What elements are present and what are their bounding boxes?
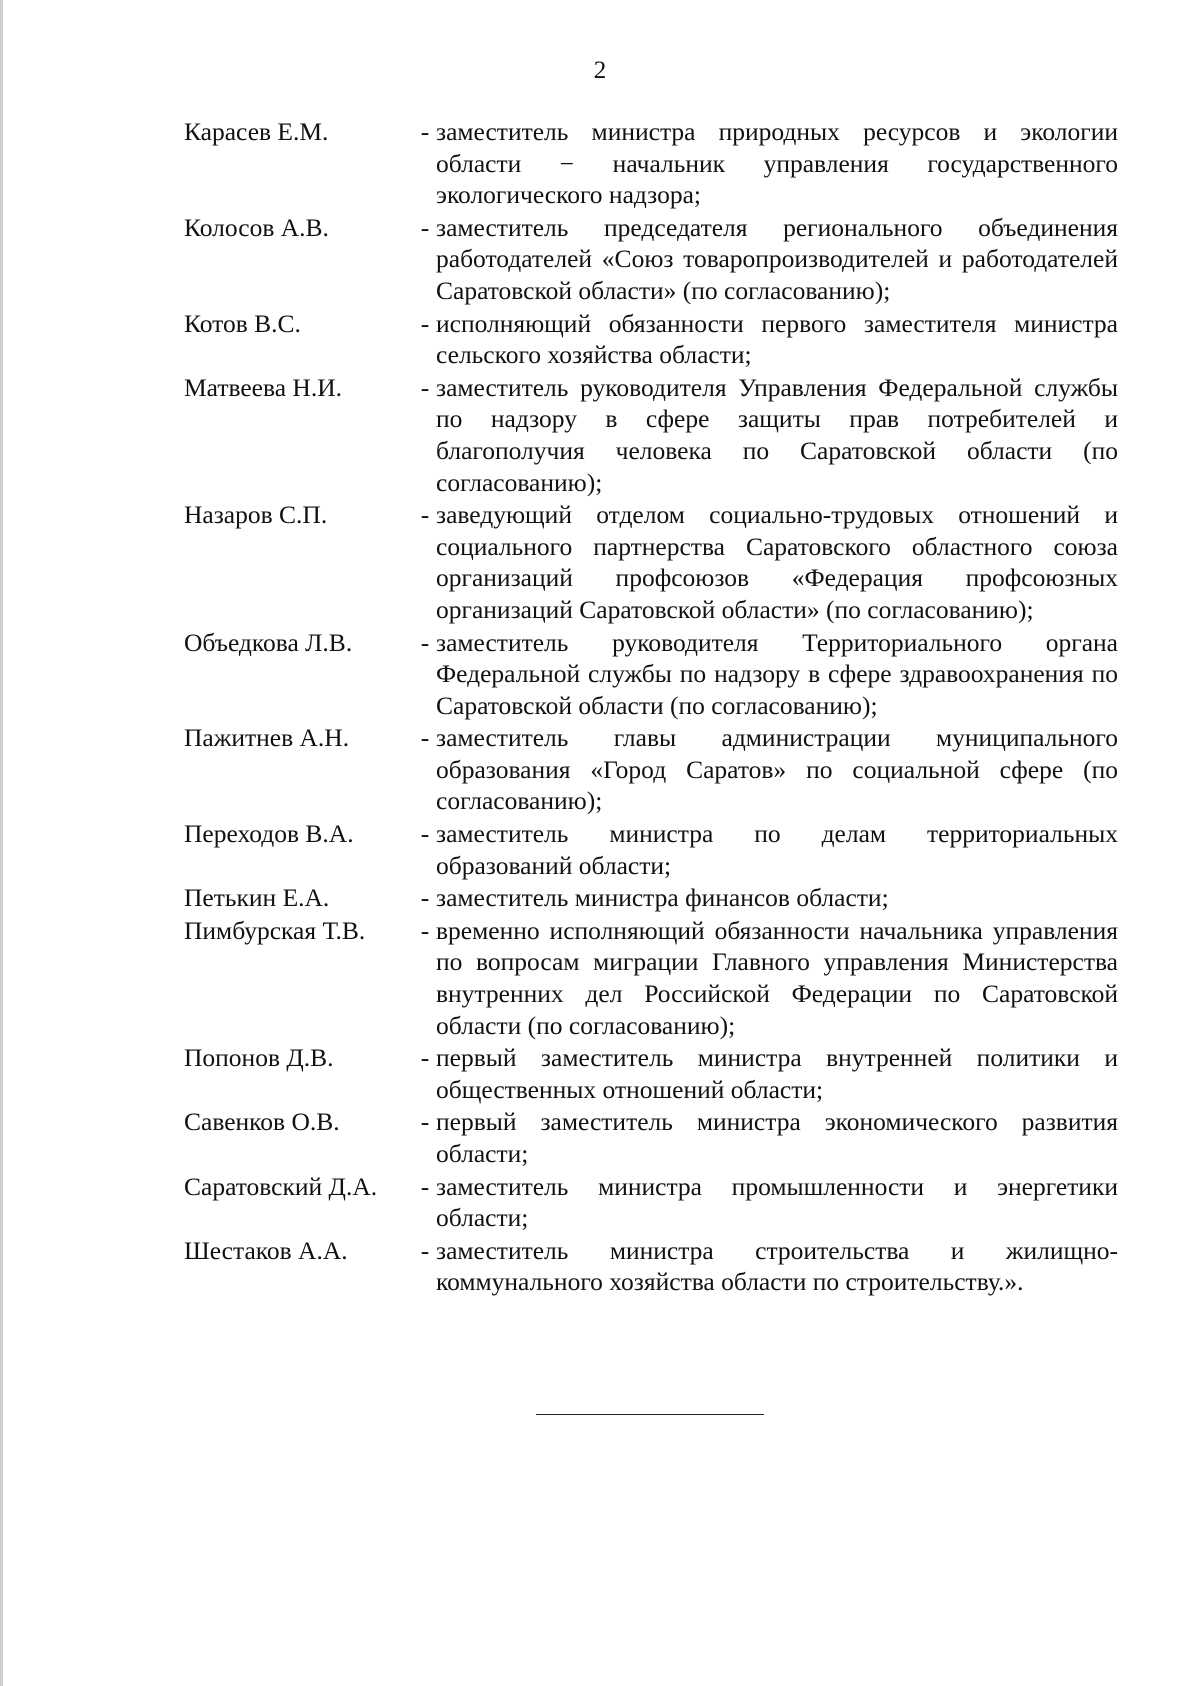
member-dash: - — [420, 1235, 430, 1265]
member-name: Савенков О.В. — [184, 1107, 340, 1137]
member-entry — [184, 1171, 1118, 1234]
member-entry — [184, 627, 1118, 722]
member-name: Матвеева Н.И. — [184, 372, 342, 402]
member-name: Пимбурская Т.В. — [184, 915, 366, 945]
member-position: заместитель министра строительства и жилищно-коммунального хозяйства области по строительству.». — [436, 1235, 1118, 1297]
member-position: заместитель министра природных ресурсов и экологии области − начальник управления государственного экологического надзора; — [436, 117, 1118, 210]
member-position: исполняющий обязанности первого заместителя министра сельского хозяйства области; — [436, 308, 1118, 370]
member-position: заместитель министра финансов области; — [436, 883, 889, 913]
members-list — [184, 116, 1118, 1299]
member-name: Пажитнев А.Н. — [184, 723, 350, 753]
member-entry — [184, 1235, 1118, 1298]
member-name: Объедкова Л.В. — [184, 627, 353, 657]
member-position: временно исполняющий обязанности начальника управления по вопросам миграции Главного управления Министерства внутренних дел Российской Федерации по Саратовской области (по согласованию); — [436, 915, 1118, 1040]
member-entry — [184, 1042, 1118, 1105]
member-position: заместитель министра по делам территориальных образований области; — [436, 819, 1118, 880]
member-dash: - — [420, 819, 430, 849]
member-name: Назаров С.П. — [184, 500, 328, 530]
member-name: Шестаков А.А. — [184, 1235, 348, 1265]
member-name: Карасев Е.М. — [184, 117, 329, 146]
member-entry — [184, 915, 1118, 1041]
member-position: заведующий отделом социально-трудовых отношений и социального партнерства Саратовского областного союза организаций профсоюзов «Федерация профсоюзных организаций Саратовской области» (по согласованию); — [436, 500, 1118, 624]
member-position: заместитель руководителя Управления Федеральной службы по надзору в сфере защиты прав потребителей и благополучия человека по Саратовской области (по согласованию); — [436, 372, 1118, 497]
member-entry — [184, 308, 1118, 371]
member-entry — [184, 116, 1118, 211]
member-dash: - — [420, 372, 430, 402]
member-entry — [184, 1106, 1118, 1169]
member-dash: - — [420, 1107, 430, 1137]
member-entry — [184, 499, 1118, 625]
member-dash: - — [420, 883, 430, 913]
member-dash: - — [420, 627, 430, 657]
member-dash: - — [420, 1171, 430, 1201]
member-position: первый заместитель министра экономического развития области; — [436, 1107, 1118, 1168]
member-position: заместитель председателя регионального объединения работодателей «Союз товаропроизводителей и работодателей Саратовской области» (по согласованию); — [436, 212, 1118, 305]
member-name: Саратовский Д.А. — [184, 1171, 378, 1201]
scan-edge — [0, 0, 3, 1686]
member-name: Котов В.С. — [184, 308, 301, 338]
member-name: Колосов А.В. — [184, 212, 329, 242]
member-name: Попонов Д.В. — [184, 1043, 334, 1073]
page-number: 2 — [593, 57, 607, 84]
member-entry — [184, 372, 1118, 498]
member-name: Переходов В.А. — [184, 819, 354, 849]
member-position: заместитель главы администрации муниципального образования «Город Саратов» по социальной сфере (по согласованию); — [436, 723, 1118, 816]
member-entry — [184, 212, 1118, 307]
member-dash: - — [420, 1043, 430, 1073]
member-entry — [184, 722, 1118, 817]
member-position: заместитель руководителя Территориального органа Федеральной службы по надзору в сфере здравоохранения по Саратовской области (по согласованию); — [436, 627, 1118, 720]
member-entry — [184, 818, 1118, 881]
member-position: первый заместитель министра внутренней политики и общественных отношений области; — [436, 1043, 1118, 1104]
member-name: Петькин Е.А. — [184, 883, 330, 913]
member-dash: - — [420, 212, 430, 242]
member-entry — [184, 882, 1118, 914]
member-dash: - — [420, 915, 430, 945]
member-dash: - — [420, 500, 430, 530]
member-dash: - — [420, 723, 430, 753]
member-position: заместитель министра промышленности и энергетики области; — [436, 1171, 1118, 1233]
member-dash: - — [420, 308, 430, 338]
member-dash: - — [420, 117, 430, 146]
end-of-list-rule — [536, 1414, 764, 1415]
